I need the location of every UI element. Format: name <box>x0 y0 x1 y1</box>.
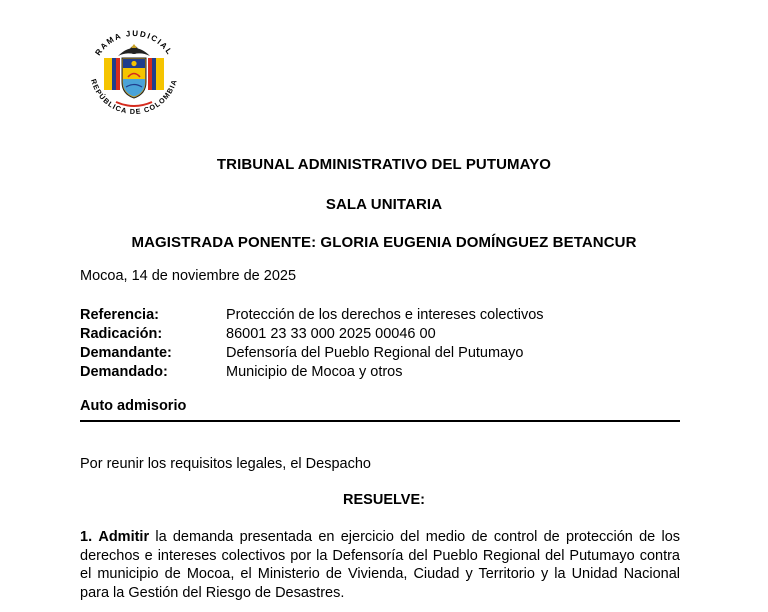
demandado-value: Municipio de Mocoa y otros <box>226 364 403 380</box>
intro-paragraph: Por reunir los requisitos legales, el Despacho <box>80 456 371 472</box>
reference-label: Referencia: <box>80 307 159 323</box>
radicacion-row <box>80 325 544 344</box>
coat-of-arms-icon <box>78 18 190 130</box>
condor-icon <box>118 44 150 56</box>
radicacion-value: 86001 23 33 000 2025 00046 00 <box>226 326 436 342</box>
shield-icon <box>122 58 146 98</box>
radicacion-label: Radicación: <box>80 326 163 342</box>
demandado-row <box>80 363 544 382</box>
reference-row <box>80 306 544 325</box>
ordinal-1-paragraph <box>80 528 680 602</box>
ordinal-number: 1. <box>80 529 93 545</box>
sala-title: SALA UNITARIA <box>325 196 443 213</box>
seal-bottom-text: REPÚBLICA DE COLOMBIA <box>89 77 179 117</box>
rama-judicial-seal <box>78 18 190 130</box>
ordinal-text: la demanda presentada en ejercicio del medio de control de protección de los derechos e intereses colectivos por la Defensoría del Pueblo Regional del Putumayo contra el municipio de Mocoa, el Ministerio de Vivienda, Ciudad y Territorio y la Unidad Nacional para la Gestión del Riesgo de Desastres. <box>80 529 681 601</box>
demandado-label: Demandado: <box>80 364 168 380</box>
resuelve-heading: RESUELVE: <box>343 492 425 508</box>
date-line: Mocoa, 14 de noviembre de 2025 <box>80 268 297 284</box>
demandante-value: Defensoría del Pueblo Regional del Putumayo <box>226 345 524 361</box>
demandante-row <box>80 344 544 363</box>
reference-value: Protección de los derechos e intereses colectivos <box>226 307 544 323</box>
seal-top-text: RAMA JUDICIAL <box>93 28 175 58</box>
reference-block <box>80 306 544 382</box>
tribunal-title: TRIBUNAL ADMINISTRATIVO DEL PUTUMAYO <box>216 156 552 173</box>
demandante-label: Demandante: <box>80 345 172 361</box>
document-type: Auto admisorio <box>80 398 680 422</box>
magistrada-title: MAGISTRADA PONENTE: GLORIA EUGENIA DOMÍNGUEZ BETANCUR <box>131 234 637 251</box>
ordinal-verb: Admitir <box>98 529 150 545</box>
